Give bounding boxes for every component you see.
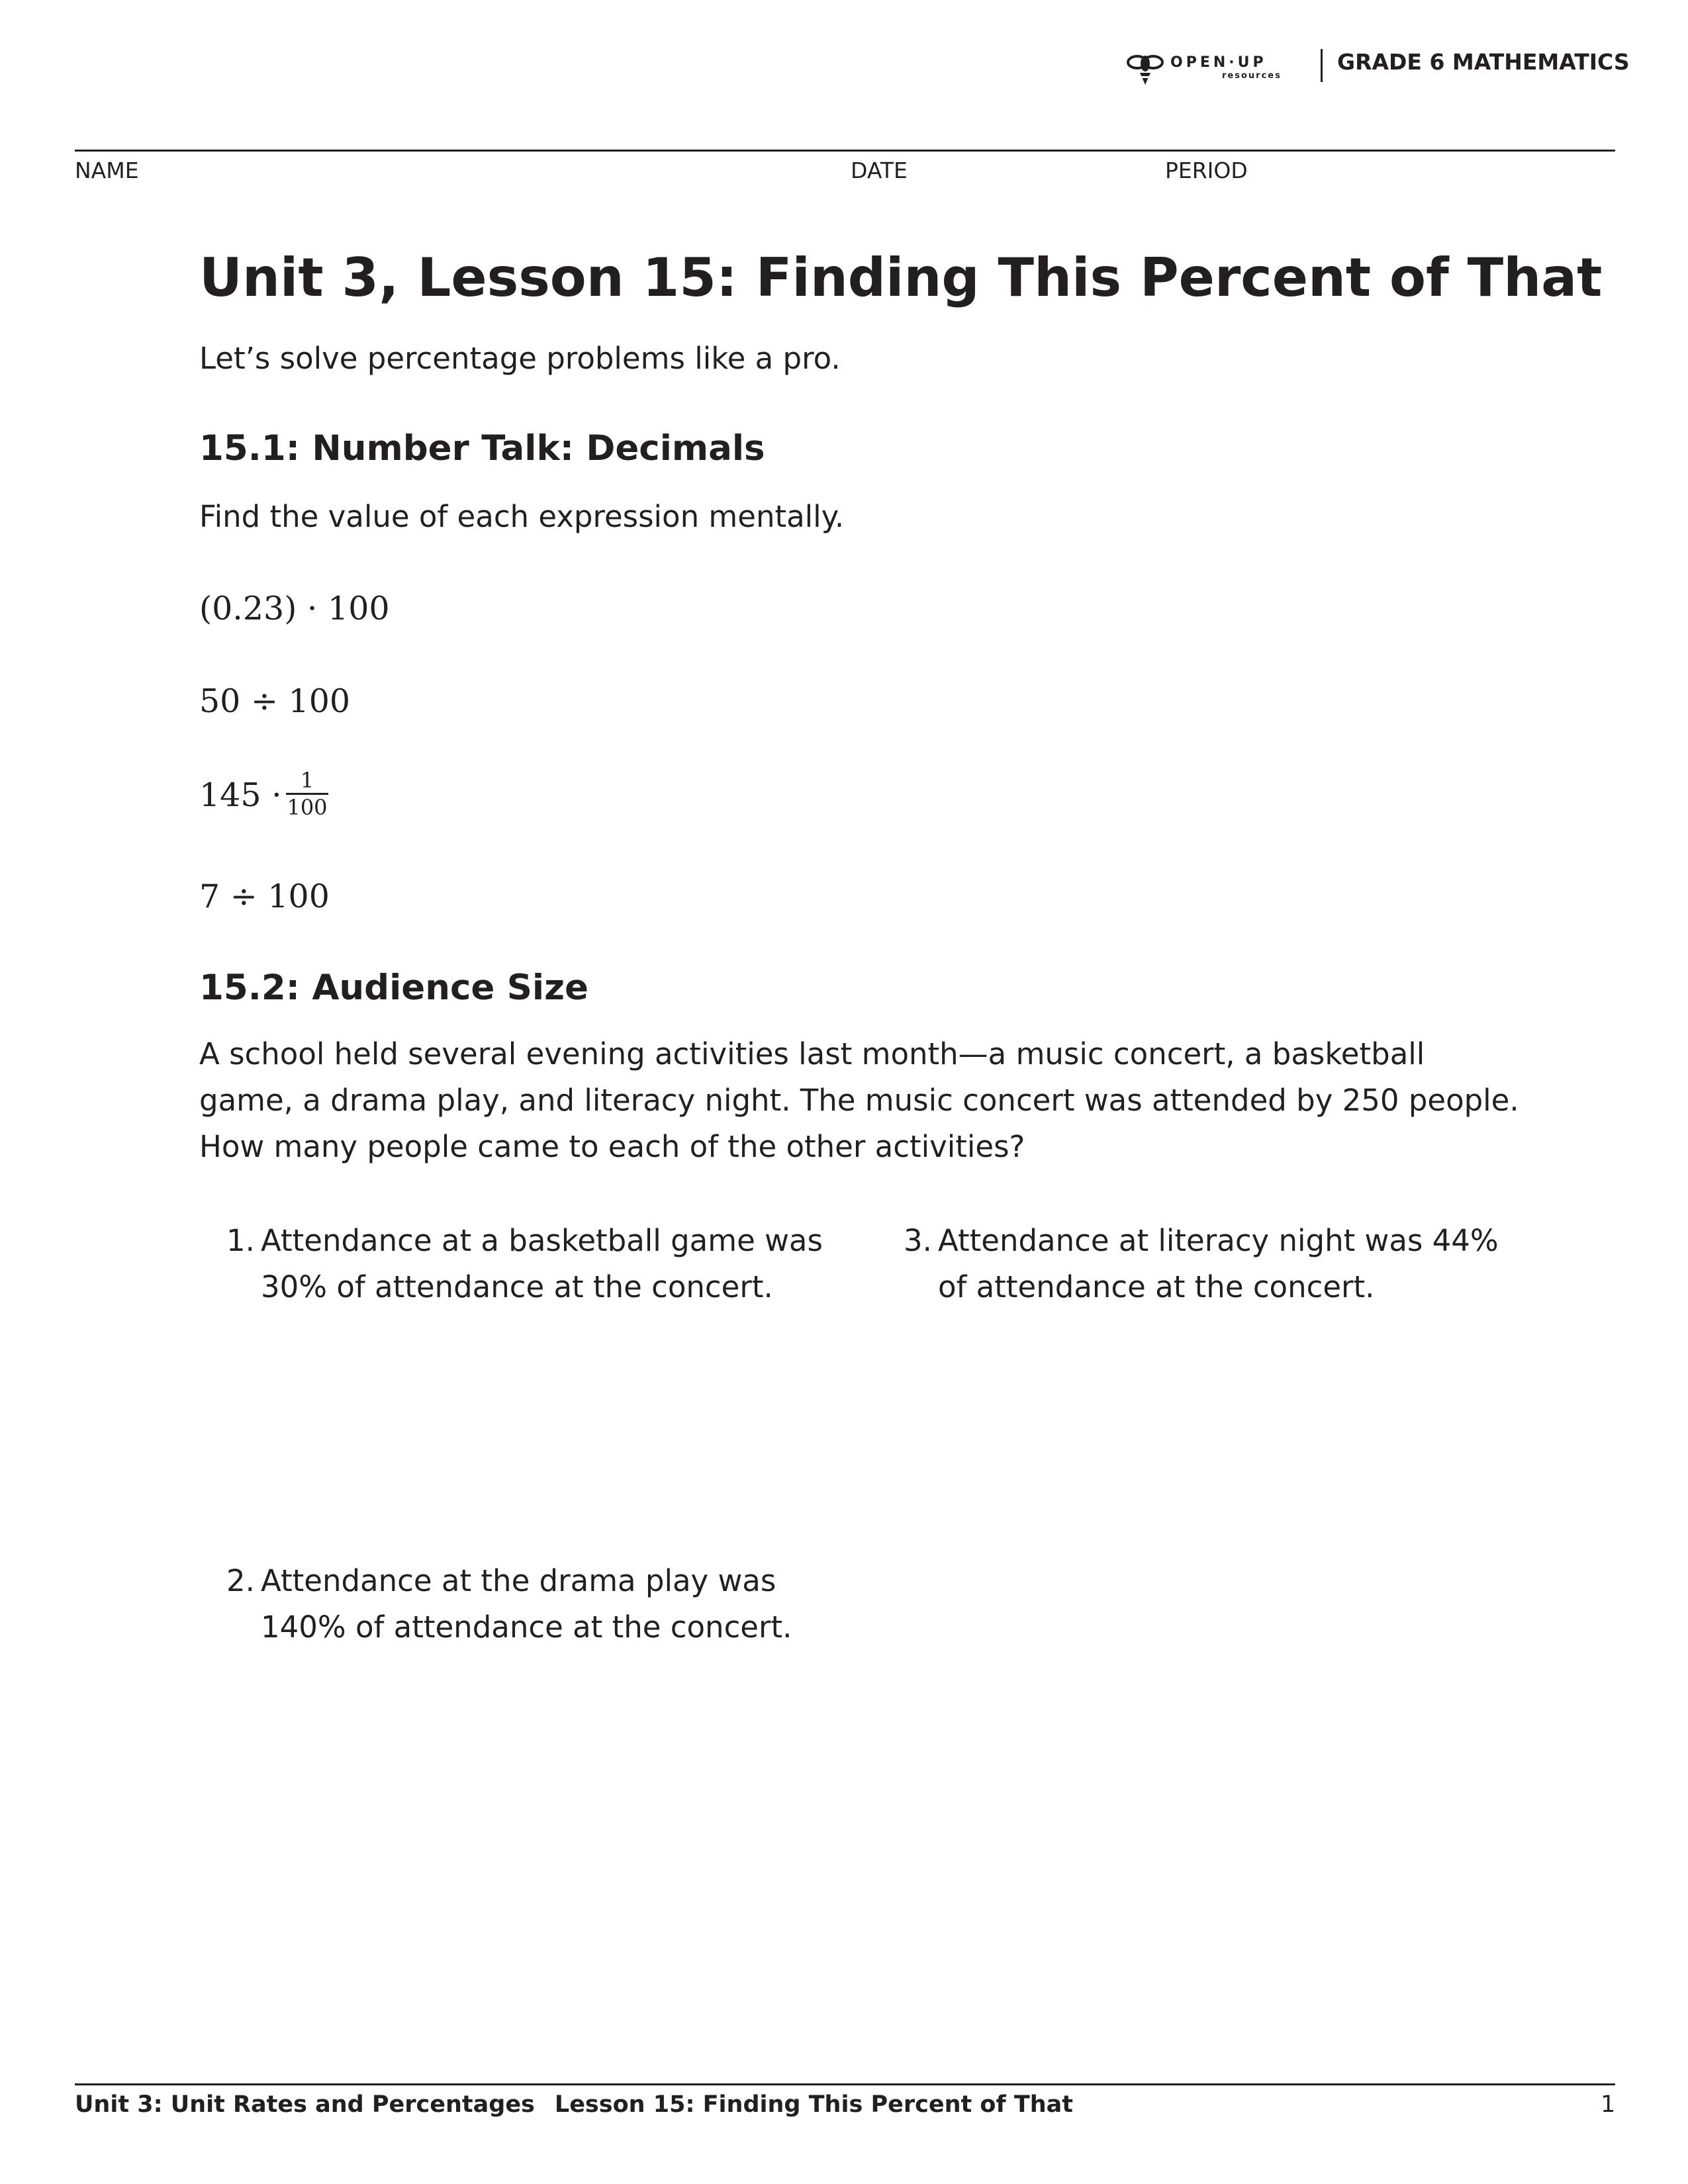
question-text-line-1: Attendance at literacy night was 44%: [938, 1223, 1499, 1258]
name-line: [75, 150, 1615, 152]
date-label: DATE: [851, 158, 908, 183]
section-15-2-paragraph: A school held several evening activities last month—a music concert, a basketball game, a drama play, and literacy night. The music concert was attended by 250 people. How many people came to each of the other activities?: [199, 1036, 1519, 1164]
grade-label: GRADE 6 MATHEMATICS: [1337, 49, 1630, 75]
question-number: 3.: [904, 1223, 932, 1258]
question-text-line-2: of attendance at the concert.: [938, 1269, 1375, 1304]
logo-text-resources: resources: [1222, 71, 1282, 81]
section-15-1-title: 15.1: Number Talk: Decimals: [199, 428, 765, 469]
fraction-numerator: 1: [300, 768, 314, 793]
section-15-1-instruction: Find the value of each expression mentally.: [199, 499, 845, 534]
fraction: [286, 769, 328, 819]
bee-icon: [1125, 49, 1165, 86]
footer-unit: Unit 3: Unit Rates and Percentages: [75, 2091, 535, 2118]
question-text-line-2: 30% of attendance at the concert.: [261, 1269, 773, 1304]
logo-text-open-up: OPEN·UP: [1170, 54, 1267, 71]
fraction-denominator: 100: [287, 795, 328, 820]
question-number: 2.: [226, 1563, 255, 1598]
lesson-subtitle: Let’s solve percentage problems like a pro.: [199, 341, 841, 376]
period-label: PERIOD: [1165, 158, 1248, 183]
footer-rule: [75, 2083, 1615, 2085]
question-text-line-2: 140% of attendance at the concert.: [261, 1610, 792, 1645]
lesson-title: Unit 3, Lesson 15: Finding This Percent of That: [199, 247, 1603, 308]
question-text-line-1: Attendance at the drama play was: [261, 1563, 776, 1598]
footer-title: [75, 2090, 1073, 2119]
expression-3-lead: 145 ·: [199, 776, 282, 814]
expression-1: (0.23) · 100: [199, 590, 390, 627]
open-up-resources-logo: [1125, 49, 1292, 86]
name-label: NAME: [75, 158, 139, 183]
question-number: 1.: [226, 1223, 255, 1258]
question-text-line-1: Attendance at a basketball game was: [261, 1223, 823, 1258]
expression-4: 7 ÷ 100: [199, 878, 330, 915]
page-number: 1: [1601, 2091, 1616, 2118]
header-divider: [1321, 49, 1323, 82]
section-15-2-title: 15.2: Audience Size: [199, 968, 588, 1008]
expression-3: [199, 768, 328, 820]
footer-lesson: Lesson 15: Finding This Percent of That: [554, 2091, 1074, 2118]
expression-2: 50 ÷ 100: [199, 682, 351, 720]
